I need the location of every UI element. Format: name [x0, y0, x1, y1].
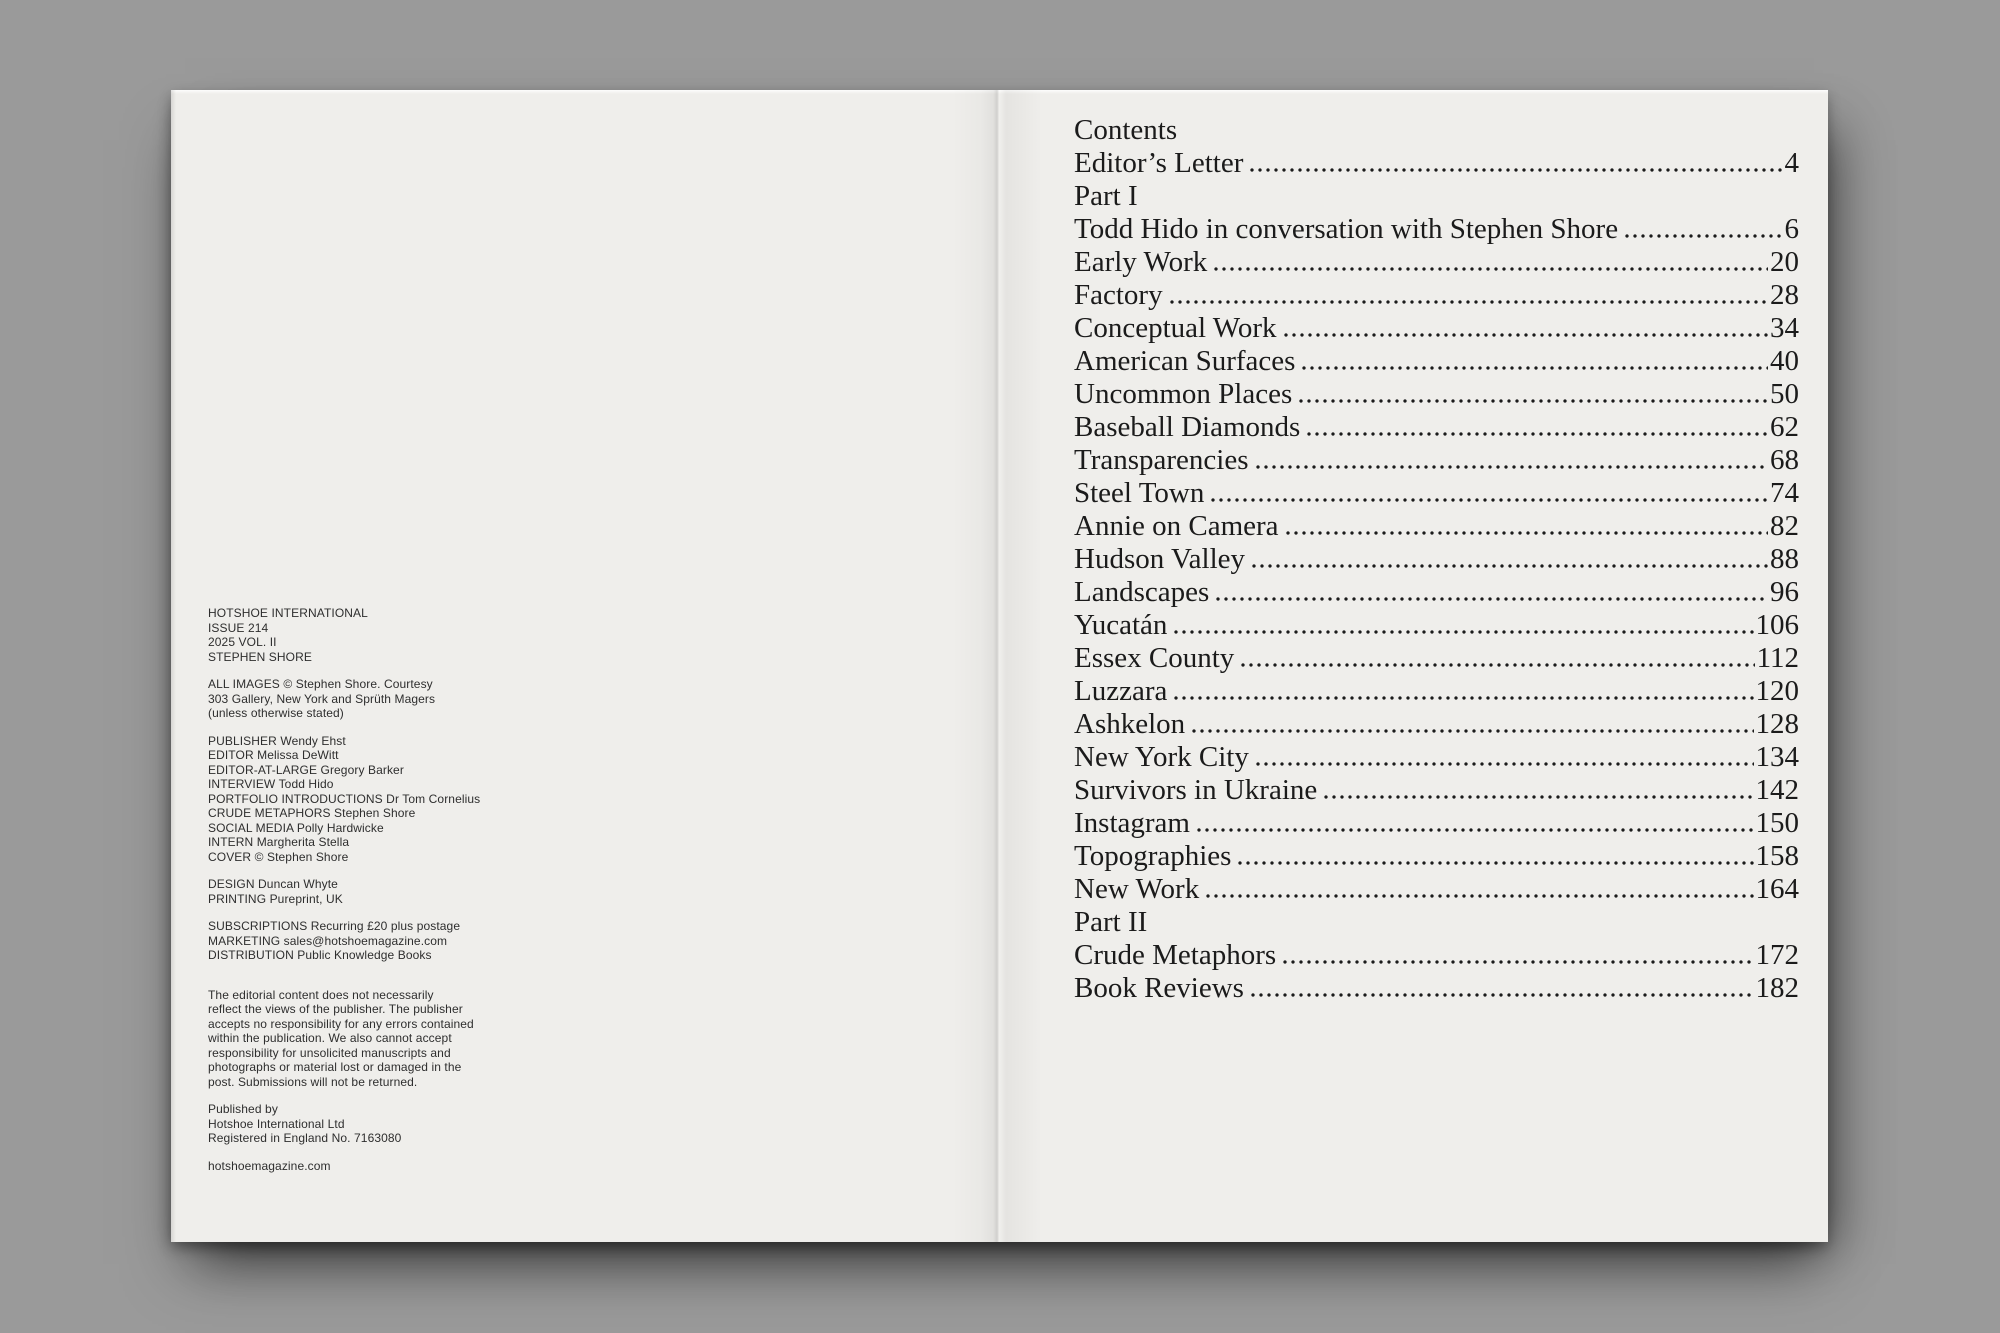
colophon-line: responsibility for unsolicited manuscripts and: [208, 1045, 451, 1060]
toc-page-number: 82: [1770, 510, 1799, 542]
toc-section-heading: [1074, 180, 1799, 213]
colophon-line: PORTFOLIO INTRODUCTIONS Dr Tom Cornelius: [208, 791, 481, 806]
colophon-line: DISTRIBUTION Public Knowledge Books: [208, 948, 432, 962]
magazine-spread: [171, 90, 1828, 1242]
toc-entry: [1074, 477, 1799, 510]
dot-leader: [1286, 531, 1768, 535]
toc-entry: [1074, 543, 1799, 576]
toc-list: [1074, 147, 1799, 1005]
toc-entry: [1074, 312, 1799, 345]
toc-page-number: 112: [1756, 642, 1799, 674]
colophon-line: 2025 VOL. II: [208, 635, 277, 649]
colophon-line: MARKETING sales@hotshoemagazine.com: [208, 933, 448, 948]
dot-leader: [1174, 696, 1753, 700]
colophon-line: HOTSHOE INTERNATIONAL: [208, 606, 368, 620]
toc-entry: [1074, 642, 1799, 675]
toc-page-number: 182: [1755, 972, 1799, 1004]
toc-heading: Contents: [1074, 114, 1178, 146]
toc-page-number: 134: [1755, 741, 1799, 773]
toc-page-number: 96: [1770, 576, 1799, 608]
toc-page-number: 172: [1755, 939, 1799, 971]
toc-entry-label: Early Work: [1074, 246, 1208, 278]
colophon-line: reflect the views of the publisher. The publisher: [208, 1002, 463, 1016]
colophon-line: hotshoemagazine.com: [208, 1158, 331, 1173]
toc-entry: [1074, 576, 1799, 609]
toc-section-heading: [1074, 906, 1799, 939]
dot-leader: [1174, 630, 1753, 634]
dot-leader: [1241, 663, 1754, 667]
toc-page-number: 50: [1770, 378, 1799, 410]
toc-entry: [1074, 246, 1799, 279]
dot-leader: [1307, 432, 1768, 436]
toc-entry-label: Topographies: [1074, 840, 1232, 872]
toc-page-number: 6: [1784, 213, 1799, 245]
toc-page-number: 40: [1770, 345, 1799, 377]
toc-entry: [1074, 279, 1799, 312]
toc-entry-label: Survivors in Ukraine: [1074, 774, 1318, 806]
toc-entry: [1074, 510, 1799, 543]
toc-page-number: 128: [1755, 708, 1799, 740]
toc-page-number: 74: [1770, 477, 1799, 509]
toc-entry-label: Transparencies: [1074, 444, 1249, 476]
colophon-page: [171, 90, 997, 1242]
toc-entry: [1074, 939, 1799, 972]
toc-entry-label: Yucatán: [1074, 609, 1168, 641]
toc-entry: [1074, 741, 1799, 774]
colophon-line: INTERVIEW Todd Hido: [208, 777, 334, 791]
dot-leader: [1214, 267, 1768, 271]
colophon-line: COVER © Stephen Shore: [208, 849, 349, 864]
toc-entry: [1074, 873, 1799, 906]
toc-entry-label: Essex County: [1074, 642, 1235, 674]
toc-entry: [1074, 147, 1799, 180]
toc-entry-label: Todd Hido in conversation with Stephen Shore: [1074, 213, 1619, 245]
toc-entry: [1074, 675, 1799, 708]
toc-entry: [1074, 972, 1799, 1005]
dot-leader: [1302, 366, 1768, 370]
dot-leader: [1211, 498, 1768, 502]
toc-page-number: 164: [1755, 873, 1799, 905]
colophon-line: accepts no responsibility for any errors contained: [208, 1016, 474, 1031]
colophon-line: photographs or material lost or damaged in the: [208, 1060, 462, 1074]
toc-page-number: 28: [1770, 279, 1799, 311]
colophon-line: post. Submissions will not be returned.: [208, 1074, 418, 1089]
colophon-line: PUBLISHER Wendy Ehst: [208, 733, 346, 748]
colophon-block: [208, 988, 508, 1090]
toc-page-number: 4: [1784, 147, 1799, 179]
toc-entry: [1074, 213, 1799, 246]
toc-entry: [1074, 345, 1799, 378]
toc-entry-label: Editor’s Letter: [1074, 147, 1244, 179]
toc-entry: [1074, 444, 1799, 477]
colophon-line: (unless otherwise stated): [208, 706, 344, 720]
dot-leader: [1251, 993, 1754, 997]
toc-entry-label: American Surfaces: [1074, 345, 1296, 377]
colophon-block: [208, 877, 508, 906]
colophon: [208, 606, 508, 1173]
toc-entry-label: New York City: [1074, 741, 1249, 773]
toc-page-number: 120: [1755, 675, 1799, 707]
colophon-block: [208, 919, 508, 963]
toc-entry-label: Annie on Camera: [1074, 510, 1279, 542]
colophon-line: SOCIAL MEDIA Polly Hardwicke: [208, 820, 384, 835]
colophon-line: Hotshoe International Ltd: [208, 1116, 345, 1131]
colophon-line: DESIGN Duncan Whyte: [208, 877, 338, 891]
toc-page-number: 20: [1770, 246, 1799, 278]
toc-entry-label: Conceptual Work: [1074, 312, 1277, 344]
colophon-block: [208, 734, 508, 865]
dot-leader: [1256, 762, 1754, 766]
toc-page-number: 158: [1755, 840, 1799, 872]
contents-page: [997, 90, 1828, 1242]
toc-entry-label: Crude Metaphors: [1074, 939, 1277, 971]
toc-entry: [1074, 840, 1799, 873]
dot-leader: [1324, 795, 1753, 799]
toc-entry-label: Uncommon Places: [1074, 378, 1293, 410]
toc-entry-label: Part I: [1074, 180, 1138, 212]
toc-entry-label: Landscapes: [1074, 576, 1210, 608]
colophon-line: The editorial content does not necessarily: [208, 987, 434, 1002]
dot-leader: [1250, 168, 1782, 172]
dot-leader: [1256, 465, 1769, 469]
toc-entry: [1074, 807, 1799, 840]
toc-page-number: 88: [1770, 543, 1799, 575]
dot-leader: [1192, 729, 1753, 733]
toc-entry-label: Hudson Valley: [1074, 543, 1246, 575]
toc-entry-label: Part II: [1074, 906, 1148, 938]
colophon-block: [208, 606, 508, 664]
toc-entry-label: Instagram: [1074, 807, 1190, 839]
dot-leader: [1625, 234, 1782, 238]
colophon-line: within the publication. We also cannot accept: [208, 1031, 452, 1045]
colophon-line: Registered in England No. 7163080: [208, 1131, 402, 1145]
dot-leader: [1170, 300, 1768, 304]
toc-page-number: 68: [1770, 444, 1799, 476]
toc-entry-label: Steel Town: [1074, 477, 1205, 509]
toc-entry-label: Book Reviews: [1074, 972, 1244, 1004]
dot-leader: [1206, 894, 1753, 898]
table-of-contents: [997, 90, 1828, 1242]
dot-leader: [1197, 828, 1754, 832]
toc-page-number: 142: [1755, 774, 1799, 806]
dot-leader: [1284, 333, 1768, 337]
colophon-line: EDITOR Melissa DeWitt: [208, 748, 339, 762]
colophon-block: [208, 1159, 508, 1174]
toc-page-number: 62: [1770, 411, 1799, 443]
toc-page-number: 34: [1770, 312, 1799, 344]
colophon-line: 303 Gallery, New York and Sprüth Magers: [208, 691, 436, 706]
toc-entry: [1074, 609, 1799, 642]
toc-page-number: 150: [1755, 807, 1799, 839]
toc-entry: [1074, 378, 1799, 411]
colophon-line: ALL IMAGES © Stephen Shore. Courtesy: [208, 677, 433, 691]
colophon-line: PRINTING Pureprint, UK: [208, 891, 343, 906]
dot-leader: [1216, 597, 1768, 601]
colophon-line: SUBSCRIPTIONS Recurring £20 plus postage: [208, 919, 461, 933]
toc-entry-label: Baseball Diamonds: [1074, 411, 1301, 443]
colophon-line: CRUDE METAPHORS Stephen Shore: [208, 806, 416, 820]
toc-entry-label: Ashkelon: [1074, 708, 1186, 740]
dot-leader: [1252, 564, 1768, 568]
dot-leader: [1283, 960, 1753, 964]
dot-leader: [1299, 399, 1768, 403]
colophon-line: INTERN Margherita Stella: [208, 835, 350, 849]
colophon-block: [208, 677, 508, 721]
toc-entry-label: Luzzara: [1074, 675, 1168, 707]
toc-entry: [1074, 411, 1799, 444]
colophon-line: STEPHEN SHORE: [208, 649, 312, 664]
colophon-line: ISSUE 214: [208, 620, 269, 635]
dot-leader: [1238, 861, 1753, 865]
toc-entry: [1074, 774, 1799, 807]
toc-entry-label: New Work: [1074, 873, 1200, 905]
toc-entry-label: Factory: [1074, 279, 1163, 311]
toc-page-number: 106: [1755, 609, 1799, 641]
colophon-block: [208, 1102, 508, 1146]
toc-entry: [1074, 708, 1799, 741]
colophon-line: Published by: [208, 1102, 278, 1116]
colophon-line: EDITOR-AT-LARGE Gregory Barker: [208, 762, 404, 777]
